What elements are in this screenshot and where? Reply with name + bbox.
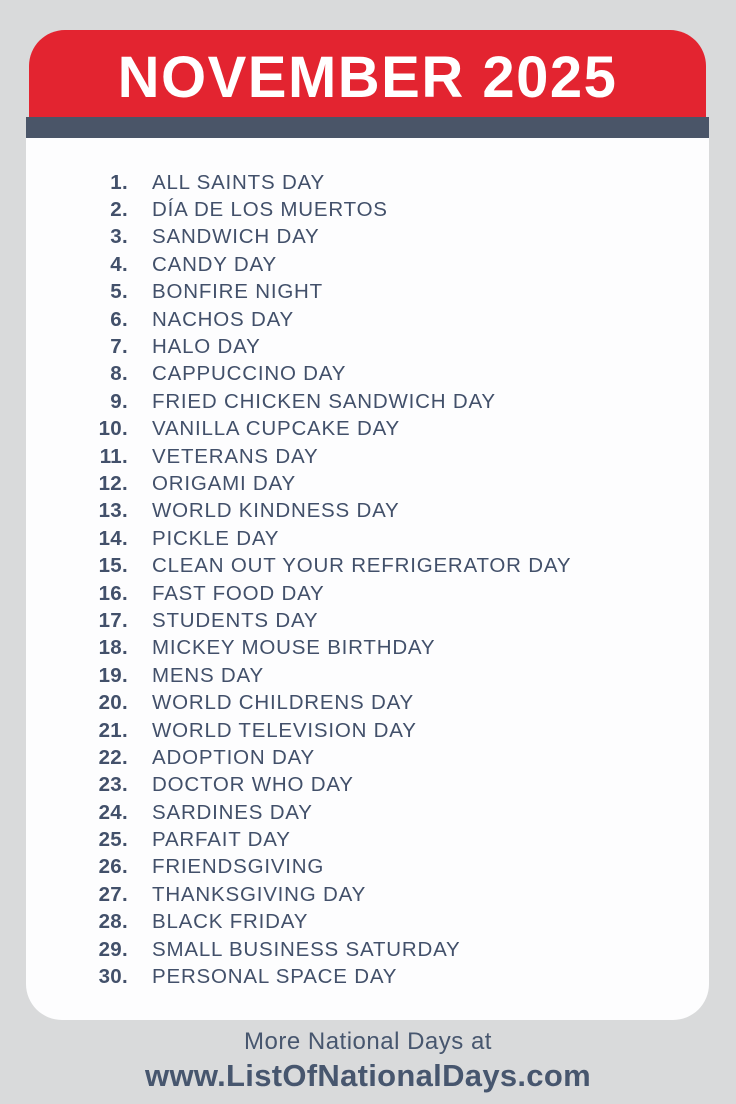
day-label: FRIENDSGIVING [152, 855, 325, 879]
day-label: CLEAN OUT YOUR REFRIGERATOR DAY [152, 554, 572, 578]
day-label: CANDY DAY [152, 252, 277, 276]
day-number: 12. [98, 471, 128, 495]
list-item [26, 580, 709, 607]
list-item [26, 416, 709, 443]
list-item [26, 607, 709, 634]
day-label: ADOPTION DAY [152, 745, 315, 769]
day-number: 8. [110, 362, 128, 386]
calendar-card [26, 30, 709, 1020]
day-label: FAST FOOD DAY [152, 581, 325, 605]
day-number: 23. [98, 773, 128, 797]
list-item [26, 854, 709, 881]
list-item [26, 744, 709, 771]
day-number: 3. [110, 225, 128, 249]
day-number: 9. [110, 389, 128, 413]
day-number: 15. [98, 554, 128, 578]
day-number: 10. [98, 417, 128, 441]
footer-url: www.ListOfNationalDays.com [145, 1058, 591, 1093]
day-number: 25. [98, 828, 128, 852]
list-item [26, 799, 709, 826]
day-label: NACHOS DAY [152, 307, 295, 331]
day-number: 14. [98, 526, 128, 550]
divider-stripe [26, 117, 709, 138]
day-number: 21. [98, 718, 128, 742]
day-label: PARFAIT DAY [152, 828, 291, 852]
day-label: VETERANS DAY [152, 444, 319, 468]
day-label: WORLD KINDNESS DAY [152, 499, 400, 523]
list-item [26, 552, 709, 579]
list-item [26, 717, 709, 744]
list-item [26, 881, 709, 908]
day-label: WORLD CHILDRENS DAY [152, 691, 414, 715]
day-number: 18. [98, 636, 128, 660]
day-label: MICKEY MOUSE BIRTHDAY [152, 636, 436, 660]
day-number: 22. [98, 745, 128, 769]
day-number: 13. [98, 499, 128, 523]
day-label: FRIED CHICKEN SANDWICH DAY [152, 389, 496, 413]
list-item [26, 279, 709, 306]
list-item [26, 662, 709, 689]
day-label: ORIGAMI DAY [152, 471, 296, 495]
list-item [26, 306, 709, 333]
day-label: SMALL BUSINESS SATURDAY [152, 937, 461, 961]
list-item [26, 470, 709, 497]
day-number: 11. [99, 444, 128, 468]
day-label: ALL SAINTS DAY [152, 170, 325, 194]
list-item [26, 333, 709, 360]
list-item [26, 909, 709, 936]
list-item [26, 196, 709, 223]
day-number: 1. [110, 170, 128, 194]
day-number: 29. [98, 937, 128, 961]
day-label: BONFIRE NIGHT [152, 280, 323, 304]
list-item [26, 635, 709, 662]
day-label: BLACK FRIDAY [152, 910, 309, 934]
day-label: SARDINES DAY [152, 800, 313, 824]
list-item [26, 443, 709, 470]
day-label: PICKLE DAY [152, 526, 280, 550]
day-label: CAPPUCCINO DAY [152, 362, 347, 386]
month-header [29, 30, 706, 117]
day-number: 17. [98, 608, 128, 632]
day-label: STUDENTS DAY [152, 608, 319, 632]
list-item [26, 963, 709, 990]
day-label: HALO DAY [152, 335, 261, 359]
list-item [26, 361, 709, 388]
list-item [26, 224, 709, 251]
list-item [26, 525, 709, 552]
day-number: 4. [110, 252, 128, 276]
list-item [26, 689, 709, 716]
list-item [26, 826, 709, 853]
list-item [26, 251, 709, 278]
list-item [26, 498, 709, 525]
days-list [26, 138, 709, 991]
day-label: VANILLA CUPCAKE DAY [152, 417, 400, 441]
day-number: 5. [110, 280, 128, 304]
footer [0, 1028, 736, 1094]
day-number: 27. [98, 882, 128, 906]
day-label: WORLD TELEVISION DAY [152, 718, 417, 742]
day-number: 28. [98, 910, 128, 934]
day-number: 24. [98, 800, 128, 824]
day-number: 16. [98, 581, 128, 605]
day-label: MENS DAY [152, 663, 264, 687]
day-number: 30. [98, 965, 128, 989]
day-label: PERSONAL SPACE DAY [152, 965, 398, 989]
day-number: 2. [110, 198, 128, 222]
list-item [26, 388, 709, 415]
day-label: DOCTOR WHO DAY [152, 773, 354, 797]
days-list-container [26, 138, 709, 1020]
day-label: THANKSGIVING DAY [152, 882, 367, 906]
footer-text: More National Days at [244, 1028, 492, 1055]
day-number: 20. [98, 691, 128, 715]
month-title: NOVEMBER 2025 [117, 44, 618, 110]
day-label: SANDWICH DAY [152, 225, 320, 249]
list-item [26, 936, 709, 963]
list-item [26, 772, 709, 799]
day-label: DÍA DE LOS MUERTOS [152, 198, 388, 222]
day-number: 7. [110, 335, 128, 359]
list-item [26, 169, 709, 196]
day-number: 19. [98, 663, 128, 687]
day-number: 26. [98, 855, 128, 879]
day-number: 6. [110, 307, 128, 331]
